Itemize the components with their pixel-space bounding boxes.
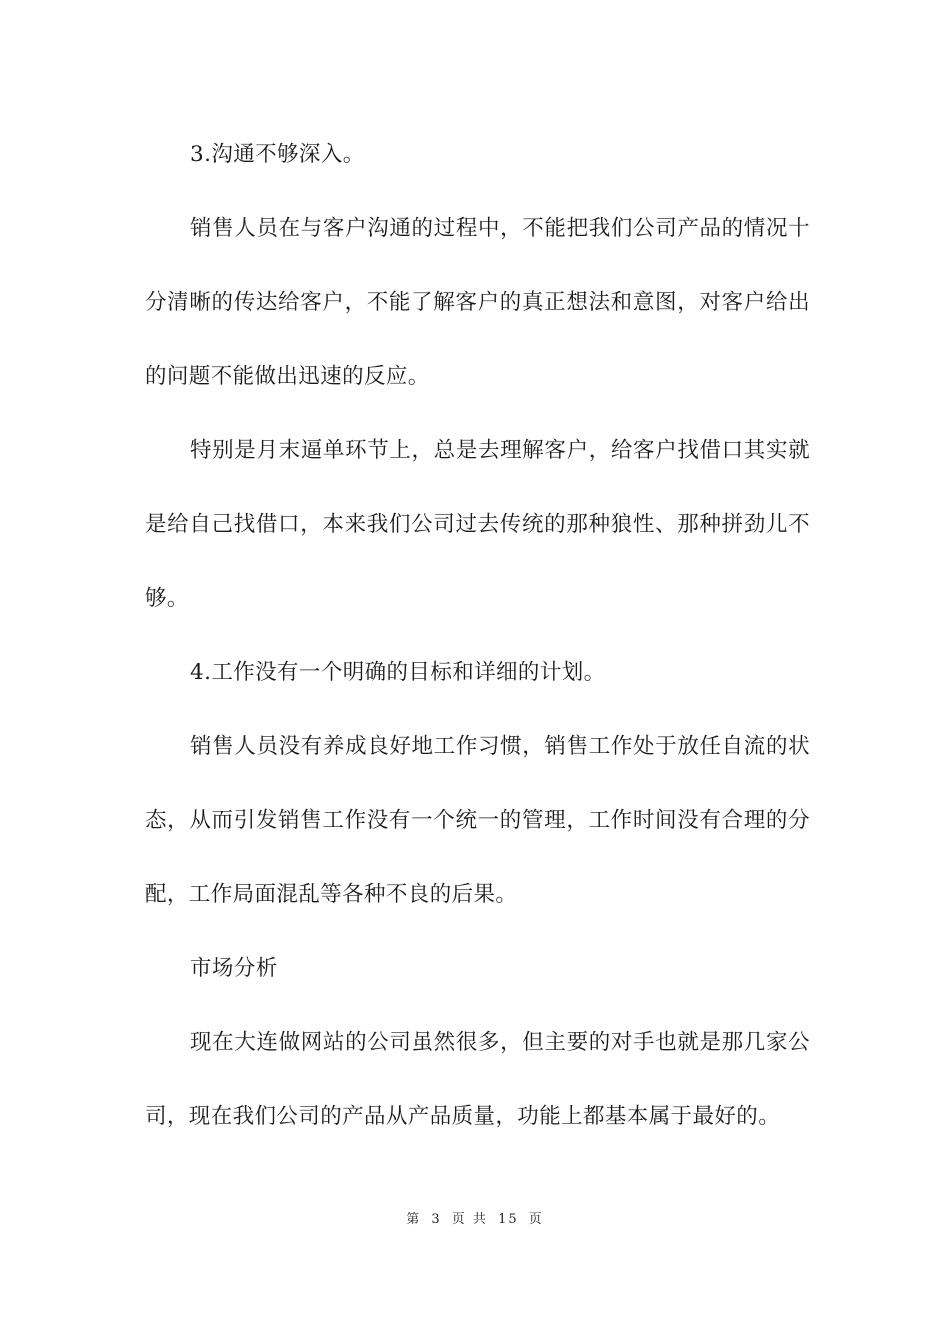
footer-total-pages: 15 [498, 1212, 519, 1227]
page-footer [0, 1208, 950, 1227]
footer-prefix: 第 [406, 1212, 422, 1227]
footer-current-page: 3 [431, 1212, 442, 1227]
document-body [145, 118, 810, 1154]
paragraph-month-end: 特别是月末逼单环节上，总是去理解客户，给客户找借口其实就是给自己找借口，本来我们公司过去传统的那种狼性、那种拼劲儿不够。 [145, 438, 810, 611]
footer-suffix: 页 [528, 1212, 544, 1227]
paragraph-communication: 销售人员在与客户沟通的过程中，不能把我们公司产品的情况十分清晰的传达给客户，不能了解客户的真正想法和意图，对客户给出的问题不能做出迅速的反应。 [145, 216, 810, 389]
footer-middle: 页 共 [451, 1212, 488, 1227]
paragraph-heading-3: 3.沟通不够深入。 [190, 142, 365, 167]
paragraph-market-analysis: 现在大连做网站的公司虽然很多，但主要的对手也就是那几家公司，现在我们公司的产品从产品质量，功能上都基本属于最好的。 [145, 1030, 810, 1129]
paragraph-heading-4: 4.工作没有一个明确的目标和详细的计划。 [190, 660, 606, 685]
paragraph-heading-market: 市场分析 [190, 956, 278, 981]
paragraph-work-habits: 销售人员没有养成良好地工作习惯，销售工作处于放任自流的状态，从而引发销售工作没有一个统一的管理，工作时间没有合理的分配，工作局面混乱等各种不良的后果。 [145, 734, 810, 907]
